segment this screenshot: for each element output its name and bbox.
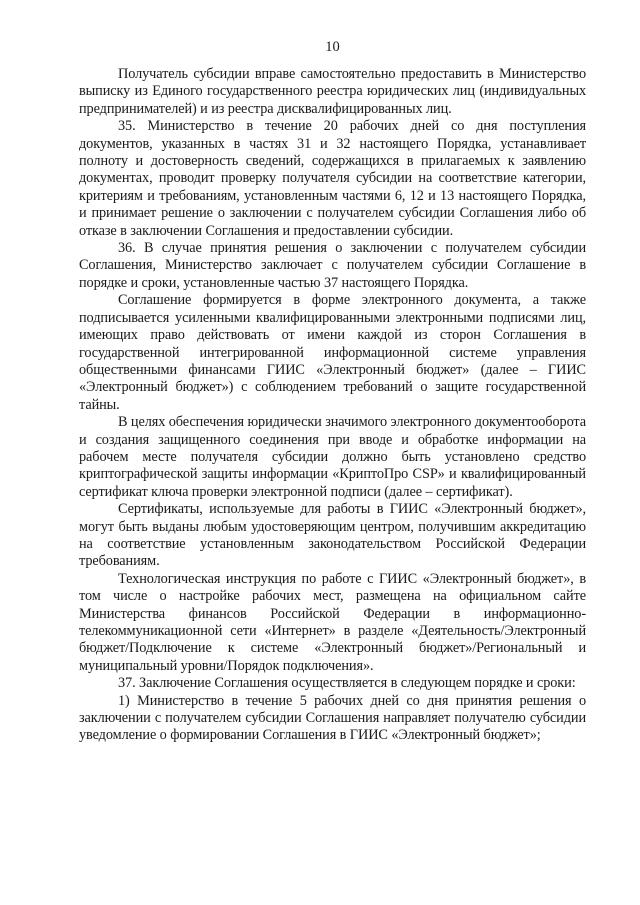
paragraph-35: 35. Министерство в течение 20 рабочих дней со дня поступления документов, указанных в частях 31 и 32 настоящего Порядка, устанавливает полноту и достоверность сведений, содержащихся в прилагаемых к заявлению документах, проводит проверку получателя субсидии на соответствие категории, критериям и требованиям, установленным частями 6, 12 и 13 настоящего Порядка, и принимает решение о заключении с получателем субсидии Соглашения либо об отказе в заключении Соглашения и предоставлении субсидии. — [79, 118, 586, 239]
paragraph-agreement-format: Соглашение формируется в форме электронного документа, а также подписывается усиленными квалифицированными электронными подписями лиц, имеющих право действовать от имени каждой из сторон Соглашения в государственной интегрированной информационной системе управления общественными финансами ГИИС «Электронный бюджет» (далее – ГИИС «Электронный бюджет») с соблюдением требований о защите государственной тайны. — [79, 292, 586, 413]
paragraph-certificates: Сертификаты, используемые для работы в ГИИС «Электронный бюджет», могут быть выданы любым удостоверяющим центром, получившим аккредитацию на соответствие установленным законодательством Российской Федерации требованиям. — [79, 501, 586, 570]
paragraph-crypto-protection: В целях обеспечения юридически значимого электронного документооборота и создания защищенного соединения при вводе и обработке информации на рабочем месте получателя субсидии должно быть установлено средство криптографической защиты информации «КриптоПро CSP» и квалифицированный сертификат ключа проверки электронной подписи (далее – сертификат). — [79, 414, 586, 500]
paragraph-36: 36. В случае принятия решения о заключении с получателем субсидии Соглашения, Министерство заключает с получателем субсидии Соглашение в порядке и сроки, установленные частью 37 настоящего Порядка. — [79, 240, 586, 291]
paragraph-tech-instruction: Технологическая инструкция по работе с ГИИС «Электронный бюджет», в том числе о настройке рабочих мест, размещена на официальном сайте Министерства финансов Российской Федерации в информационно-телекоммуникационной сети «Интернет» в разделе «Деятельность/Электронный бюджет/Подключение к системе «Электронный бюджет»/Региональный и муниципальный уровни/Порядок подключения». — [79, 570, 586, 674]
page-number: 10 — [325, 39, 340, 55]
paragraph-37: 37. Заключение Соглашения осуществляется в следующем порядке и сроки: — [118, 675, 576, 692]
paragraph-37-item-1: 1) Министерство в течение 5 рабочих дней со дня принятия решения о заключении с получателем субсидии Соглашения направляет получателю субсидии уведомление о формировании Соглашения в ГИИС «Электронный бюджет»; — [79, 692, 586, 744]
paragraph-extract-right: Получатель субсидии вправе самостоятельно предоставить в Министерство выписку из Единого государственного реестра юридических лиц (индивидуальных предпринимателей) и из реестра дисквалифицированных лиц. — [79, 66, 586, 117]
